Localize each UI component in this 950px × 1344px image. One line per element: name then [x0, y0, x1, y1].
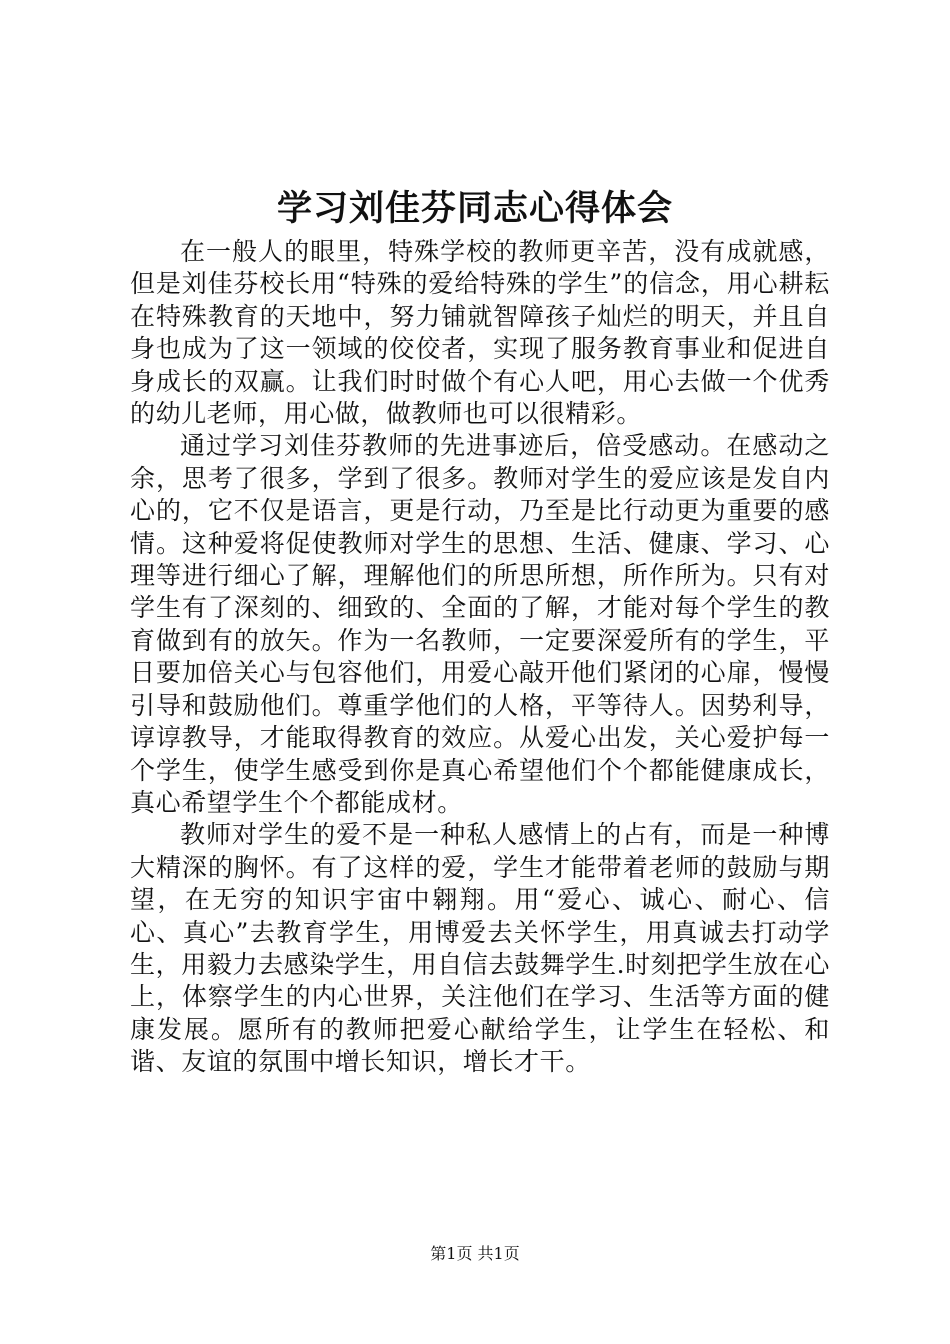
- paragraph-3: 教师对学生的爱不是一种私人感情上的占有，而是一种博大精深的胸怀。有了这样的爱，学生才能带着老师的鼓励与期望，在无穷的知识宇宙中翱翔。用“爱心、诚心、耐心、信心、真心”去教育学生，用博爱去关怀学生，用真诚去打动学生，用毅力去感染学生，用自信去鼓舞学生.时刻把学生放在心上，体察学生的内心世界，关注他们在学习、生活等方面的健康发展。愿所有的教师把爱心献给学生，让学生在轻松、和谐、友谊的氛围中增长知识，增长才干。: [130, 820, 830, 1077]
- page-footer: 第1页 共1页: [430, 1244, 520, 1263]
- document-title: 学习刘佳芬同志心得体会: [276, 188, 673, 229]
- paragraph-1: 在一般人的眼里，特殊学校的教师更辛苦，没有成就感，但是刘佳芬校长用“特殊的爱给特殊的学生”的信念，用心耕耘在特殊教育的天地中，努力铺就智障孩子灿烂的明天，并且自身也成为了这一领域的佼佼者，实现了服务教育事业和促进自身成长的双赢。让我们时时做个有心人吧，用心去做一个优秀的幼儿老师，用心做，做教师也可以很精彩。: [130, 237, 830, 429]
- document-body: [130, 236, 830, 1079]
- paragraph-2: 通过学习刘佳芬教师的先进事迹后，倍受感动。在感动之余，思考了很多，学到了很多。教师对学生的爱应该是发自内心的，它不仅是语言，更是行动，乃至是比行动更为重要的感情。这种爱将促使教师对学生的思想、生活、健康、学习、心理等进行细心了解，理解他们的所思所想，所作所为。只有对学生有了深刻的、细致的、全面的了解，才能对每个学生的教育做到有的放矢。作为一名教师，一定要深爱所有的学生，平日要加倍关心与包容他们，用爱心敲开他们紧闭的心扉，慢慢引导和鼓励他们。尊重学他们的人格，平等待人。因势利导，谆谆教导，才能取得教育的效应。从爱心出发，关心爱护每一个学生，使学生感受到你是真心希望他们个个都能健康成长，真心希望学生个个都能成材。: [130, 431, 830, 817]
